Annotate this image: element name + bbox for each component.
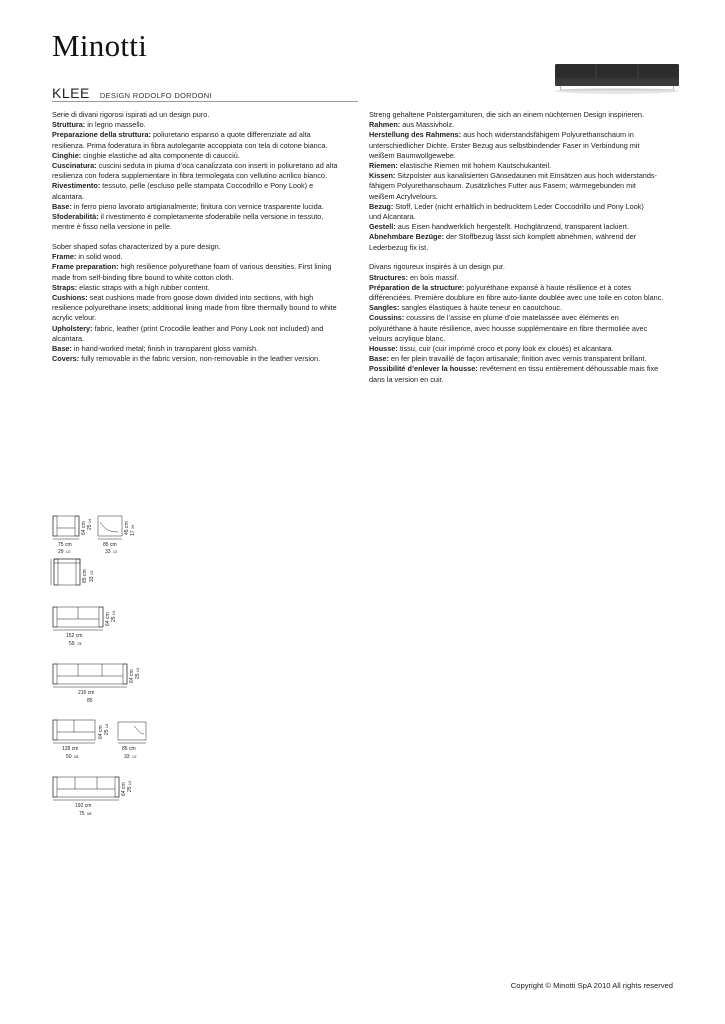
description-line (369, 273, 675, 283)
field-text: alcantara. (52, 333, 85, 343)
description-line (52, 283, 358, 293)
field-label: Struttura: (52, 120, 86, 130)
description-en (52, 242, 358, 364)
field-text: différenciées. Première doublure en fibre auto-liante doublée avec une toile en coton blanc. (369, 292, 664, 302)
description-line (52, 273, 358, 283)
field-text: dans la version en cuir. (369, 374, 444, 384)
field-label: Coussins: (369, 313, 405, 323)
field-text: resilienza con fodera supplementare in fibra termolegata con vellutino acrilico bianco. (52, 171, 328, 181)
description-line (369, 130, 675, 140)
field-label: Sangles: (369, 303, 400, 313)
sofa-128-width: 128 cm (62, 746, 79, 752)
sofa-photo (552, 56, 682, 96)
field-text: polyuréthane expansé à haute résilience et à cotes (464, 282, 632, 292)
description-line (369, 222, 675, 232)
field-text: tissu, cuir (cuir imprimé croco et pony look ex cloués) et alcantara. (397, 343, 614, 353)
description-line (369, 354, 675, 364)
description-line (369, 375, 675, 385)
sofa-128-width-in: 50 (66, 754, 72, 760)
description-line (369, 313, 675, 323)
field-label: Structures: (369, 272, 408, 282)
sofa-152-seat: 25 (111, 616, 117, 622)
corner-seat: 17 (130, 530, 136, 536)
field-label: Base: (369, 354, 389, 364)
description-line (52, 120, 358, 130)
header-rule (52, 101, 358, 102)
description-line (369, 161, 675, 171)
sofa-128-seat-frac: 1/4 (105, 723, 109, 728)
description-line (369, 232, 675, 242)
description-line (52, 171, 358, 181)
field-label: Upholstery: (52, 323, 93, 333)
field-text: fähigem Polyurethanschaum. Zusätzliches Futter aus Fasern; wärmegebunden mit (369, 181, 636, 191)
sofa-128-width-frac: 3/8 (74, 755, 79, 759)
sofa-216-seat: 25 (135, 673, 141, 679)
description-line (369, 141, 675, 151)
field-label: Cinghie: (52, 150, 82, 160)
sofa-128-height: 64 cm (98, 725, 104, 739)
armchair-front-drawing (53, 516, 79, 539)
description-line (52, 110, 358, 120)
corner-width-frac: 1/2 (113, 550, 118, 554)
corner-width-in: 33 (105, 549, 111, 555)
description-line (52, 130, 358, 140)
field-label: Riemen: (369, 161, 398, 171)
description-line (369, 303, 675, 313)
technical-drawings (50, 512, 170, 832)
sofa-192-width-frac: 5/8 (87, 812, 92, 816)
armchair-depth: 85 cm (82, 569, 88, 583)
field-text: acrylic velour. (52, 313, 97, 323)
field-text: seat cushions made from goose down divided into sections, with high (87, 292, 314, 302)
field-label: Rahmen: (369, 120, 401, 130)
description-line (369, 181, 675, 191)
field-text: tessuto, pelle (escluso pelle stampata Coccodrillo e Pony Look) e (100, 181, 314, 191)
copyright-footer: Copyright © Minotti SpA 2010 All rights reserved (510, 981, 673, 990)
field-text: polyuréthane à haute résilience, avec housse supplémentaire en fibre thermoliée avec (369, 323, 648, 333)
product-header (52, 85, 212, 101)
description-line (369, 171, 675, 181)
description-line (52, 202, 358, 212)
end-piece-width-frac: 1/2 (132, 755, 137, 759)
sofa-216-seat-frac: 1/4 (136, 667, 140, 672)
field-text: weißem Acrylvelours. (369, 191, 438, 201)
sofa-216-drawing (53, 664, 127, 687)
field-text: in solid wood. (76, 252, 123, 262)
text-column-left (52, 110, 358, 374)
field-label: Preparazione della struttura: (52, 130, 151, 140)
field-label: Housse: (369, 343, 398, 353)
field-text: fabric, leather (print Crocodile leather and Pony Look not included) and (92, 323, 324, 333)
description-line (369, 110, 675, 120)
sofa-152-drawing (53, 607, 103, 630)
field-text: fully removable in the fabric version, non-removable in the leather version. (79, 354, 321, 364)
field-text: Serie di divani rigorosi ispirati ad un design puro. (52, 110, 210, 119)
description-line (52, 242, 358, 252)
field-text: Streng gehaltene Polstergarnituren, die sich an einem nüchternen Design inspirieren. (369, 110, 645, 119)
sofa-216-height: 64 cm (129, 669, 135, 683)
field-label: Possibilité d’enlever la housse: (369, 364, 478, 374)
field-label: Straps: (52, 282, 78, 292)
field-text: sangles élastiques à haute teneur en caoutchouc. (399, 303, 563, 313)
description-line (52, 192, 358, 202)
description-line (52, 293, 358, 303)
field-text: aus Eisen handwerklich hergestellt. Hochglänzend, transparent lackiert. (395, 222, 629, 232)
field-text: coussins de l’assise en plume d’oie matelassée avec éléments en (404, 313, 619, 323)
field-text: en bois massif. (407, 272, 459, 282)
field-text: Stoff, Leder (nicht erhältlich in bedrucktem Leder Coccodrillo und Pony Look) (393, 201, 644, 211)
description-line (369, 283, 675, 293)
sofa-152-seat-frac: 1/4 (112, 610, 116, 615)
field-text: cinghie elastiche ad alta componente di caucciù. (81, 150, 240, 160)
description-line (369, 212, 675, 222)
sofa-128-seat: 25 (104, 729, 110, 735)
field-label: Gestell: (369, 222, 396, 232)
description-line (369, 334, 675, 344)
sofa-152-height: 64 cm (105, 612, 111, 626)
field-label: Rivestimento: (52, 181, 101, 191)
description-line (52, 324, 358, 334)
armchair-depth-in: 33 (89, 576, 95, 582)
description-line (369, 120, 675, 130)
sofa-152-width: 152 cm (66, 633, 83, 639)
field-label: Herstellung des Rahmens: (369, 130, 462, 140)
field-label: Cuscinatura: (52, 161, 97, 171)
field-text: il rivestimento è completamente sfoderabile nella versione in tessuto, (98, 212, 324, 222)
sofa-192-width: 192 cm (75, 803, 92, 809)
description-line (369, 151, 675, 161)
armchair-depth-frac: 1/2 (90, 570, 94, 575)
field-text: aus hoch widerstandsfähigem Polyurethanschaum in (461, 130, 634, 140)
sofa-152-width-in: 59 (69, 641, 75, 647)
description-line (52, 181, 358, 191)
description-it (52, 110, 358, 232)
field-text: Lederbezug fix ist. (369, 242, 429, 252)
description-line (369, 324, 675, 334)
end-piece-width: 85 cm (122, 746, 136, 752)
description-line (369, 243, 675, 253)
description-line (369, 344, 675, 354)
field-label: Frame: (52, 252, 77, 262)
description-line (52, 303, 358, 313)
text-column-right (369, 110, 675, 394)
field-text: Divans rigoureux inspirés à un design pur. (369, 262, 505, 272)
description-line (369, 262, 675, 272)
description-line (369, 192, 675, 202)
description-line (52, 222, 358, 232)
end-piece-85-drawing (118, 722, 146, 743)
sofa-192-height: 64 cm (121, 782, 127, 796)
sofa-152-width-frac: 7/8 (77, 642, 82, 646)
field-label: Covers: (52, 354, 80, 364)
field-text: poliuretano espanso a quote differenziate ad alta (150, 130, 311, 140)
field-text: cuscini seduta in piuma d’oca canalizzata con inserti in poliuretano ad alta (96, 161, 338, 171)
field-text: resilienza. Prima foderatura in fibra autolegante accoppiata con tela di cotone bianca. (52, 140, 328, 150)
description-line (369, 293, 675, 303)
product-name: KLEE (52, 85, 90, 101)
description-line (369, 364, 675, 374)
field-text: revêtement en tissu entièrement déhoussable mais fixe (477, 364, 659, 374)
sofa-128-drawing (53, 720, 95, 743)
armchair-width: 75 cm (58, 542, 72, 548)
sofa-192-seat: 25 (127, 786, 133, 792)
field-label: Bezug: (369, 201, 394, 211)
field-text: in legno massello. (85, 120, 146, 130)
field-text: alcantara. (52, 191, 85, 201)
field-text: mentre è fisso nella versione in pelle. (52, 222, 173, 232)
description-de (369, 110, 675, 253)
field-text: high resilience polyurethane foam of various densities. First lining (118, 262, 332, 272)
field-text: weißem Baumwollgewebe. (369, 150, 456, 160)
field-text: elastische Riemen mit hohem Kautschukanteil. (397, 161, 552, 171)
description-line (52, 161, 358, 171)
field-label: Frame preparation: (52, 262, 119, 272)
drawings-svg (50, 512, 170, 832)
description-line (369, 202, 675, 212)
description-line (52, 151, 358, 161)
armchair-width-frac: 1/2 (66, 550, 71, 554)
sofa-192-drawing (53, 777, 119, 800)
field-text: in hand-worked metal; finish in transparent gloss varnish. (71, 343, 259, 353)
description-fr (369, 262, 675, 384)
field-text: in ferro pieno lavorato artigianalmente; finitura con vernice trasparente lucida. (71, 201, 324, 211)
corner-seat-frac: 3/4 (131, 524, 135, 529)
field-text: der Stoffbezug lässt sich komplett abnehmen, während der (444, 232, 637, 242)
armchair-seat: 25 (87, 524, 93, 530)
field-text: elastic straps with a high rubber content. (77, 282, 210, 292)
field-text: en fer plein travaillé de façon artisanale; finition avec vernis transparent brillant. (388, 354, 647, 364)
description-line (52, 252, 358, 262)
corner-height: 45 cm (124, 521, 130, 535)
sofa-192-seat-frac: 1/4 (128, 780, 132, 785)
description-line (52, 313, 358, 323)
product-designer: DESIGN RODOLFO DORDONI (99, 91, 212, 100)
field-label: Kissen: (369, 171, 396, 181)
field-text: resilience polyurethane insets; additional lining made from fibre thermally bound to white (52, 303, 337, 313)
corner-front-drawing (98, 516, 122, 539)
field-label: Base: (52, 343, 72, 353)
sofa-216-width: 216 cm (78, 690, 95, 696)
field-text: aus Massivholz. (400, 120, 455, 130)
field-label: Sfoderabilità: (52, 212, 99, 222)
field-text: und Alcantara. (369, 212, 416, 222)
description-line (52, 344, 358, 354)
end-piece-width-in: 33 (124, 754, 130, 760)
armchair-seat-frac: 1/4 (88, 518, 92, 523)
description-line (52, 212, 358, 222)
field-label: Cushions: (52, 292, 88, 302)
description-line (52, 334, 358, 344)
field-label: Base: (52, 201, 72, 211)
description-line (52, 354, 358, 364)
armchair-plan-drawing (51, 559, 80, 585)
corner-width: 85 cm (103, 542, 117, 548)
description-line (52, 262, 358, 272)
sofa-216-width-in: 85 (87, 698, 93, 704)
brand-logo: Minotti (52, 28, 148, 63)
field-text: Sober shaped sofas characterized by a pure design. (52, 241, 221, 251)
field-text: unterschiedlicher Dichte. Erster Bezug aus selbstbindender Faser in Verbindung mit (369, 140, 640, 150)
field-label: Abnehmbare Bezüge: (369, 232, 445, 242)
field-text: made from self-binding fibre bound to white cotton cloth. (52, 272, 234, 282)
field-text: Sitzpolster aus kanalisierten Gänsedaunen mit Einsätzen aus hoch widerstands- (395, 171, 657, 181)
description-line (52, 141, 358, 151)
armchair-width-in: 29 (58, 549, 64, 555)
field-text: velours acrylique blanc. (369, 333, 446, 343)
armchair-height: 64 cm (81, 521, 87, 535)
field-label: Préparation de la structure: (369, 282, 465, 292)
sofa-192-width-in: 75 (79, 811, 85, 817)
